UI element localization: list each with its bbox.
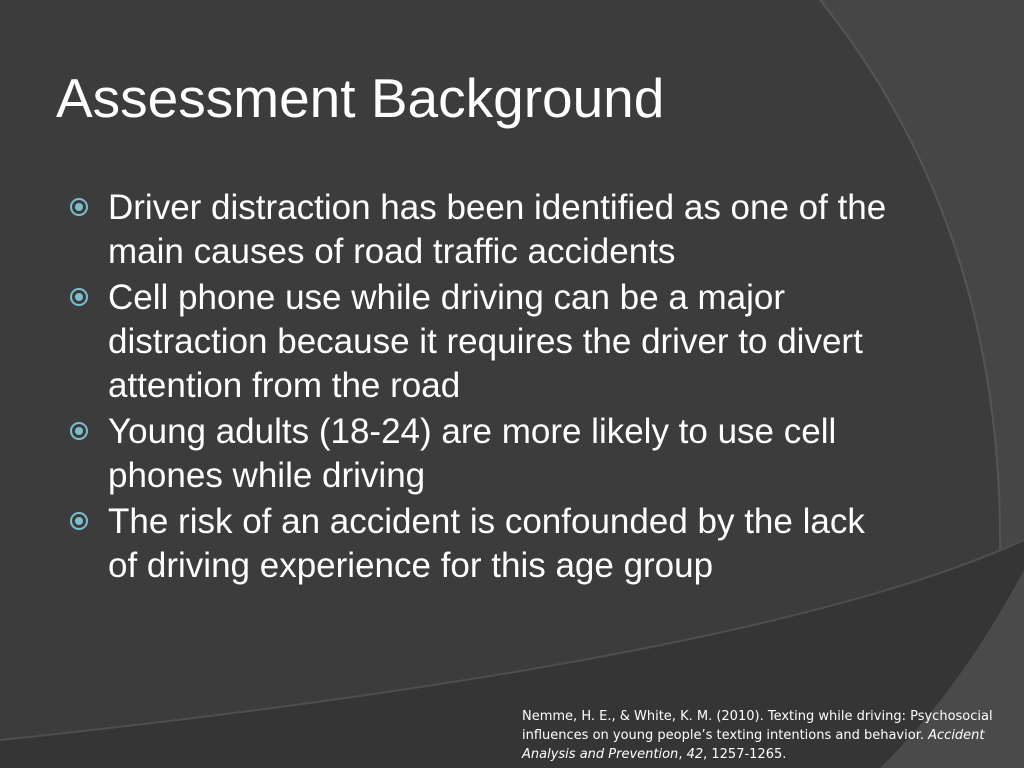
bullet-text: Cell phone use while driving can be a major distraction because it requires the driver to divert attention from the road <box>108 278 863 405</box>
citation-volume: 42 <box>686 747 704 762</box>
slide-title: Assessment Background <box>56 67 665 129</box>
bullet-item <box>64 186 894 274</box>
citation-pages: , 1257-1265. <box>703 747 787 762</box>
bullet-list <box>64 186 894 590</box>
bullet-item <box>64 410 894 498</box>
circle-dot-icon <box>69 511 89 531</box>
bullet-text: Young adults (18-24) are more likely to use cell phones while driving <box>108 412 837 495</box>
circle-dot-icon <box>69 421 89 441</box>
bullet-item <box>64 276 894 408</box>
bullet-text: The risk of an accident is confounded by the lack of driving experience for this age group <box>108 502 865 585</box>
citation-authors: Nemme, H. E., & White, K. M. (2010). Texting while driving: Psychosocial influences on young people’s texting intentions and behavior. <box>522 709 993 743</box>
circle-dot-icon <box>69 287 89 307</box>
bullet-item <box>64 500 894 588</box>
bullet-text: Driver distraction has been identified as one of the main causes of road traffic accidents <box>108 188 887 271</box>
circle-dot-icon <box>69 197 89 217</box>
citation <box>522 707 1002 764</box>
citation-journal: Accident Analysis and Prevention <box>522 728 985 762</box>
citation-separator: , <box>678 747 687 762</box>
